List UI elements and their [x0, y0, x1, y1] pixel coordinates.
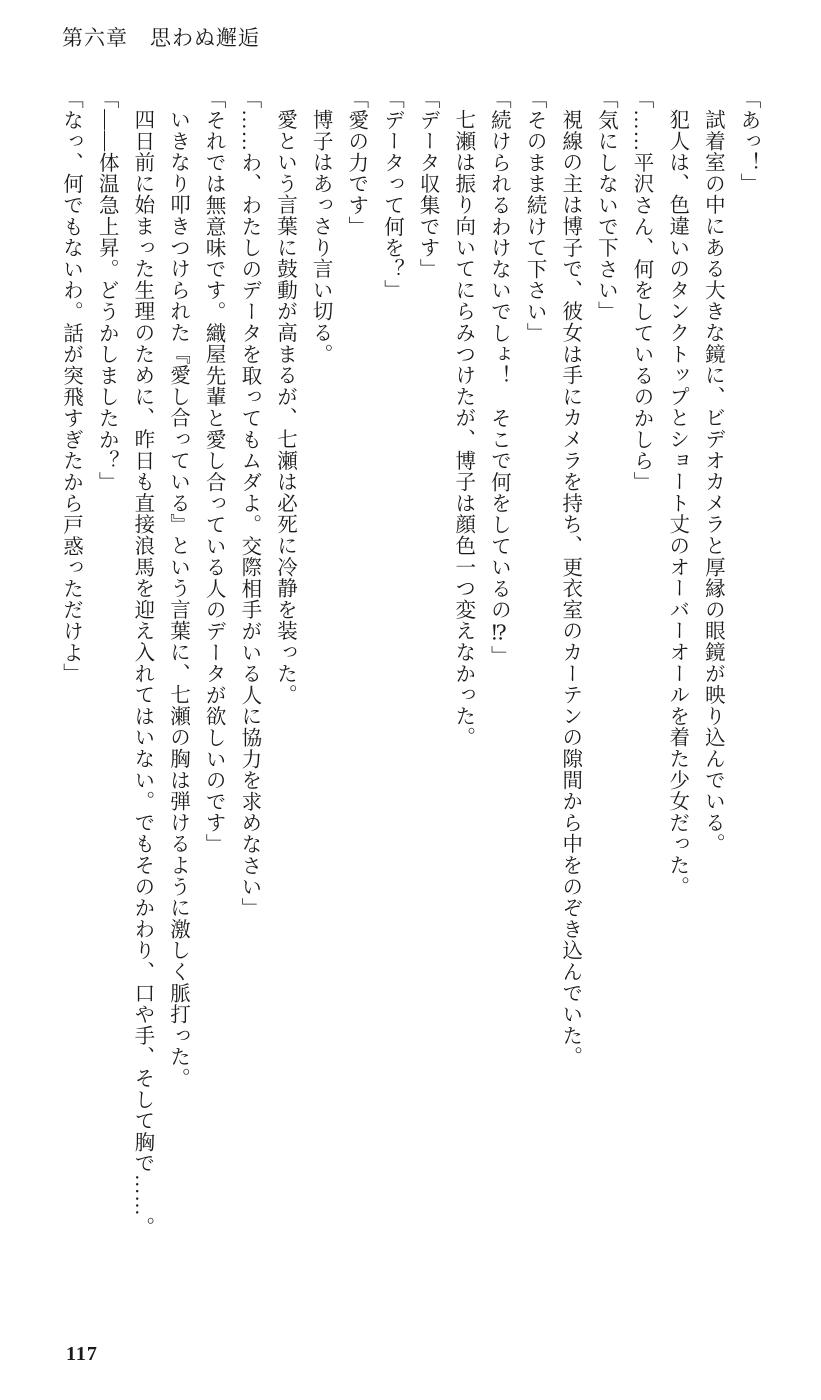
paragraph: 「あっ！」	[737, 88, 759, 195]
vertical-text-block	[49, 88, 765, 1273]
paragraph: 「なっ、何でもないわ。話が突飛すぎたから戸惑っただけよ」	[59, 88, 82, 685]
paragraph: 視線の主は博子で、彼女は手にカメラを持ち、更衣室のカーテンの隙間から中をのぞき込んでいた。	[558, 108, 581, 1067]
paragraph: 「気にしないで下さい」	[594, 88, 617, 323]
paragraph: 「……わ、わたしのデータを取ってもムダよ。交際相手がいる人に協力を求めなさい」	[237, 88, 260, 919]
paragraph: 「……平沢さん、何をしているのかしら」	[630, 88, 653, 493]
paragraph: 試着室の中にある大きな鏡に、ビデオカメラと厚縁の眼鏡が映り込んでいる。	[701, 108, 724, 854]
paragraph: 四日前に始まった生理のために、昨日も直接浪馬を迎え入れてはいない。でもそのかわり、口や手、そして胸で……。	[130, 108, 153, 1238]
paragraph: 犯人は、色違いのタンクトップとショート丈のオーバーオールを着た少女だった。	[665, 108, 688, 897]
paragraph: 「データ収集です」	[416, 88, 439, 280]
paragraph: 博子はあっさり言い切る。	[309, 108, 332, 365]
paragraph: 「愛の力です」	[344, 88, 367, 238]
paragraph: 「それでは無意味です。織屋先輩と愛し合っている人のデータが欲しいのです」	[202, 88, 225, 855]
chapter-title: 思わぬ邂逅	[150, 26, 260, 50]
paragraph: 愛という言葉に鼓動が高まるが、七瀬は必死に冷静を装った。	[273, 108, 296, 705]
paragraph: 「続けられるわけないでしょ！ そこで何をしているの⁉」	[487, 88, 510, 667]
chapter-header	[62, 22, 260, 52]
chapter-number: 第六章	[62, 26, 128, 50]
paragraph: 「――体温急上昇。どうかしましたか？」	[95, 88, 118, 493]
page-number: 117	[66, 1343, 98, 1365]
body-text-area	[49, 88, 765, 1288]
paragraph: 「そのまま続けて下さい」	[523, 88, 546, 344]
paragraph: いきなり叩きつけられた『愛し合っている』という言葉に、七瀬の胸は弾けるように激しく脈打った。	[166, 108, 189, 1089]
paragraph: 七瀬は振り向いてにらみつけたが、博子は顔色一つ変えなかった。	[451, 108, 474, 748]
paragraph: 「データって何を？」	[380, 88, 403, 301]
